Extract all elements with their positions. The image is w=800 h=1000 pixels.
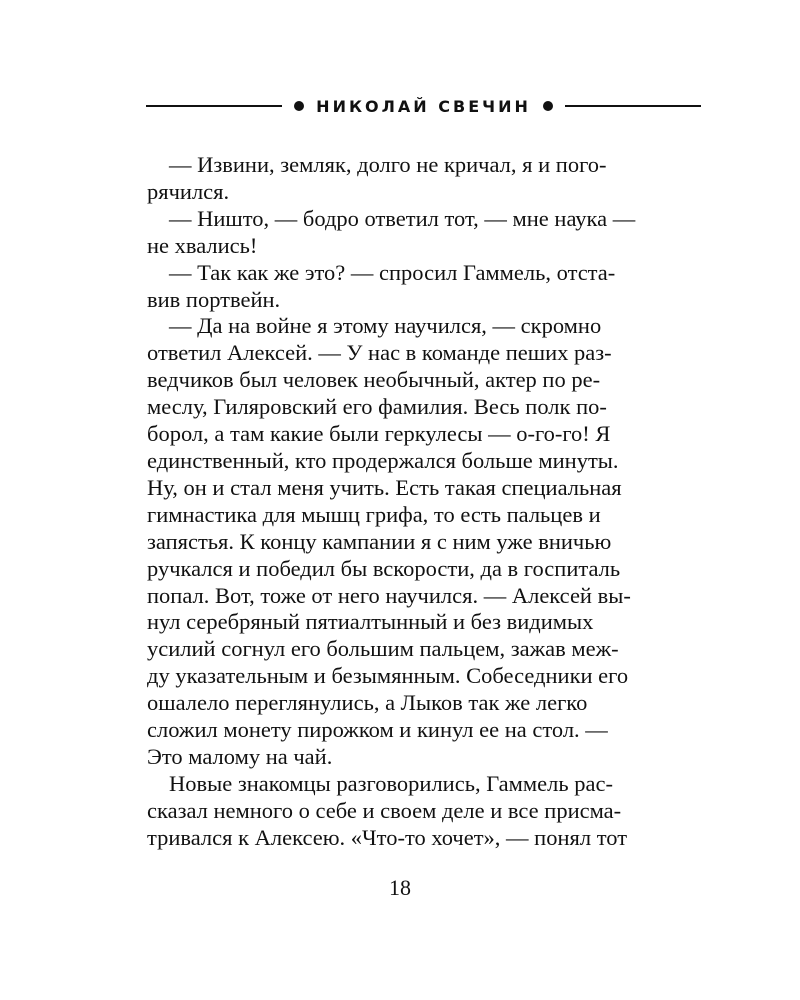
header-bullet-right bbox=[543, 101, 553, 111]
header-rule-left bbox=[146, 105, 282, 107]
body-text bbox=[147, 152, 700, 852]
paragraph: — Извини, земляк, долго не кричал, я и пого- рячился. bbox=[147, 152, 607, 204]
header-rule-right bbox=[565, 105, 701, 107]
paragraph: — Да на войне я этому научился, — скромно ответил Алексей. — У нас в команде пеших раз- ведчиков был человек необычный, актер по ре- меслу, Гиляровский его фамилия. Весь полк по- борол, а там какие были геркулесы — о-го-го! Я единственный, кто продержался больше минуты. Ну, он и стал меня учить. Есть такая специальная гимнастика для мышц грифа, то есть пальцев и запястья. К концу кампании я с ним уже вничью ручкался и победил бы вскорости, да в госпиталь попал. Вот, тоже от него научился. — Алексей вы- нул серебряный пятиалтынный и без видимых усилий согнул его большим пальцем, зажав меж- ду указательным и безымянным. Собеседники его ошалело переглянулись, а Лыков так же легко сложил монету пирожком и кинул ее на стол. — Это малому на чай. bbox=[147, 313, 631, 769]
running-header bbox=[146, 88, 701, 124]
paragraph: Новые знакомцы разговорились, Гаммель рас- сказал немного о себе и своем деле и все присма- тривался к Алексею. «Что-то хочет», — понял тот bbox=[147, 770, 628, 850]
header-bullet-left bbox=[294, 101, 304, 111]
author-name: НИКОЛАЙ СВЕЧИН bbox=[316, 96, 531, 116]
paragraph: — Ништо, — бодро ответил тот, — мне наука — не хвались! bbox=[147, 205, 636, 258]
paragraph: — Так как же это? — спросил Гаммель, отста- вив портвейн. bbox=[147, 259, 616, 312]
page-number: 18 bbox=[389, 875, 411, 900]
